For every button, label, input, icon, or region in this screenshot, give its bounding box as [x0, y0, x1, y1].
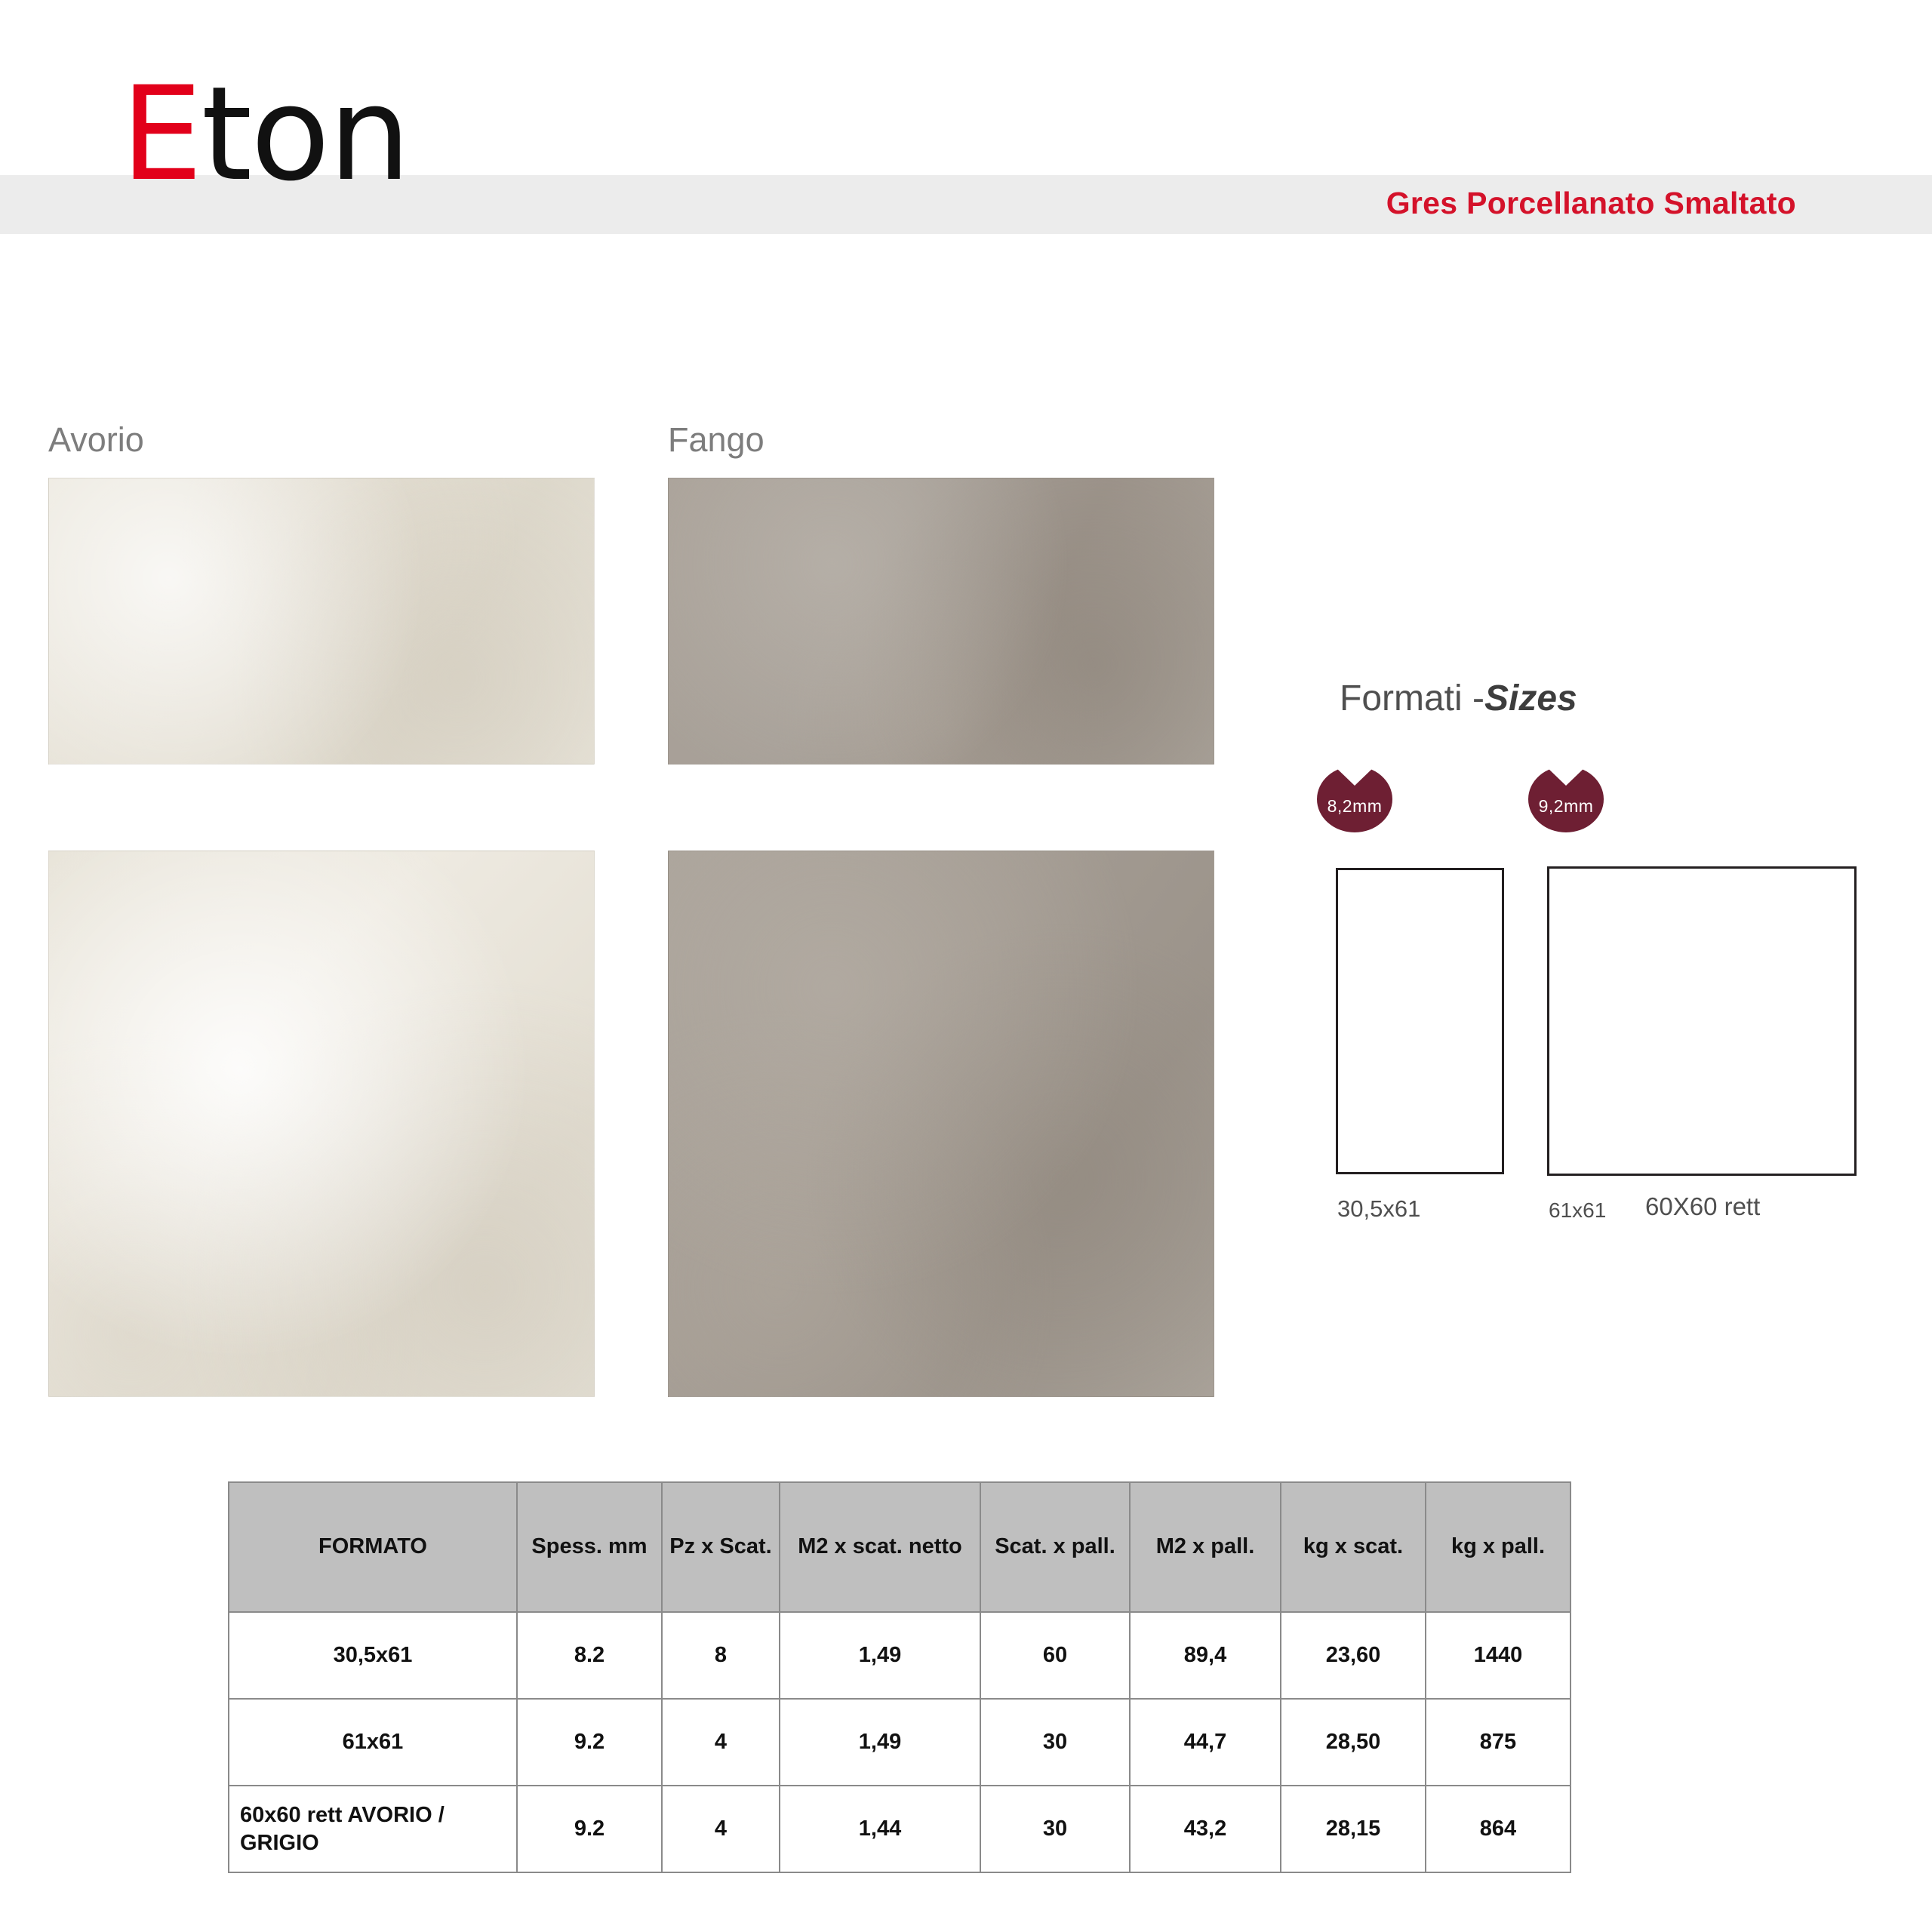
- thickness-badge-label: 8,2mm: [1327, 795, 1383, 816]
- cell-kg-pall: 864: [1426, 1786, 1571, 1872]
- cell-kg-pall: 1440: [1426, 1612, 1571, 1699]
- brand-initial: E: [121, 58, 202, 210]
- cell-spessore: 9.2: [517, 1699, 662, 1786]
- cell-pz-scat: 4: [662, 1786, 780, 1872]
- swatch-label-avorio: Avorio: [48, 420, 144, 459]
- brand-rest: ton: [201, 58, 410, 210]
- cell-m2-pall: 44,7: [1130, 1699, 1281, 1786]
- cell-formato: 60x60 rett AVORIO / GRIGIO: [229, 1786, 517, 1872]
- table-row: [229, 1612, 1571, 1699]
- cell-m2-pall: 43,2: [1130, 1786, 1281, 1872]
- thickness-notch-icon: [1546, 766, 1586, 786]
- cell-spessore: 8.2: [517, 1612, 662, 1699]
- swatch-fango-rectangular: [668, 478, 1214, 764]
- table-header-row: [229, 1482, 1571, 1612]
- header-subtitle: Gres Porcellanato Smaltato: [1386, 186, 1796, 220]
- cell-kg-scat: 23,60: [1281, 1612, 1426, 1699]
- table-row: [229, 1786, 1571, 1872]
- swatch-fango-square: [668, 851, 1214, 1397]
- cell-m2-scat-netto: 1,44: [780, 1786, 980, 1872]
- swatch-avorio-square: [48, 851, 595, 1397]
- table-row: [229, 1699, 1571, 1786]
- table-header-formato: FORMATO: [229, 1482, 517, 1612]
- table-header-kg-pall: kg x pall.: [1426, 1482, 1571, 1612]
- table-header-m2-scat-netto: M2 x scat. netto: [780, 1482, 980, 1612]
- formats-title-italic: Sizes: [1484, 678, 1577, 718]
- table-header-kg-scat: kg x scat.: [1281, 1482, 1426, 1612]
- cell-kg-pall: 875: [1426, 1699, 1571, 1786]
- cell-pz-scat: 8: [662, 1612, 780, 1699]
- thickness-badge-9-2mm: [1528, 766, 1604, 832]
- table-header-pz-scat: Pz x Scat.: [662, 1482, 780, 1612]
- cell-m2-pall: 89,4: [1130, 1612, 1281, 1699]
- thickness-notch-icon: [1334, 766, 1375, 786]
- swatch-avorio-rectangular: [48, 478, 595, 764]
- format-caption-large-b: 60X60 rett: [1645, 1192, 1761, 1220]
- swatch-label-fango: Fango: [668, 420, 764, 459]
- table-header-m2-pall: M2 x pall.: [1130, 1482, 1281, 1612]
- table-header-scat-pall: Scat. x pall.: [980, 1482, 1130, 1612]
- cell-m2-scat-netto: 1,49: [780, 1699, 980, 1786]
- cell-scat-pall: 30: [980, 1786, 1130, 1872]
- format-box-large: [1547, 866, 1857, 1176]
- cell-m2-scat-netto: 1,49: [780, 1612, 980, 1699]
- format-caption-small: 30,5x61: [1337, 1195, 1421, 1222]
- cell-formato: 30,5x61: [229, 1612, 517, 1699]
- specification-table: [228, 1481, 1571, 1873]
- formats-title: [1340, 678, 1577, 719]
- cell-scat-pall: 60: [980, 1612, 1130, 1699]
- cell-formato: 61x61: [229, 1699, 517, 1786]
- table-header-spessore: Spess. mm: [517, 1482, 662, 1612]
- cell-scat-pall: 30: [980, 1699, 1130, 1786]
- cell-pz-scat: 4: [662, 1699, 780, 1786]
- format-box-small: [1336, 868, 1504, 1174]
- format-caption-large-a: 61x61: [1549, 1198, 1607, 1222]
- cell-spessore: 9.2: [517, 1786, 662, 1872]
- page-title: [121, 58, 410, 210]
- formats-title-main: Formati -: [1340, 678, 1484, 718]
- thickness-badge-8-2mm: [1317, 766, 1392, 832]
- cell-kg-scat: 28,15: [1281, 1786, 1426, 1872]
- cell-kg-scat: 28,50: [1281, 1699, 1426, 1786]
- thickness-badge-label: 9,2mm: [1538, 795, 1594, 816]
